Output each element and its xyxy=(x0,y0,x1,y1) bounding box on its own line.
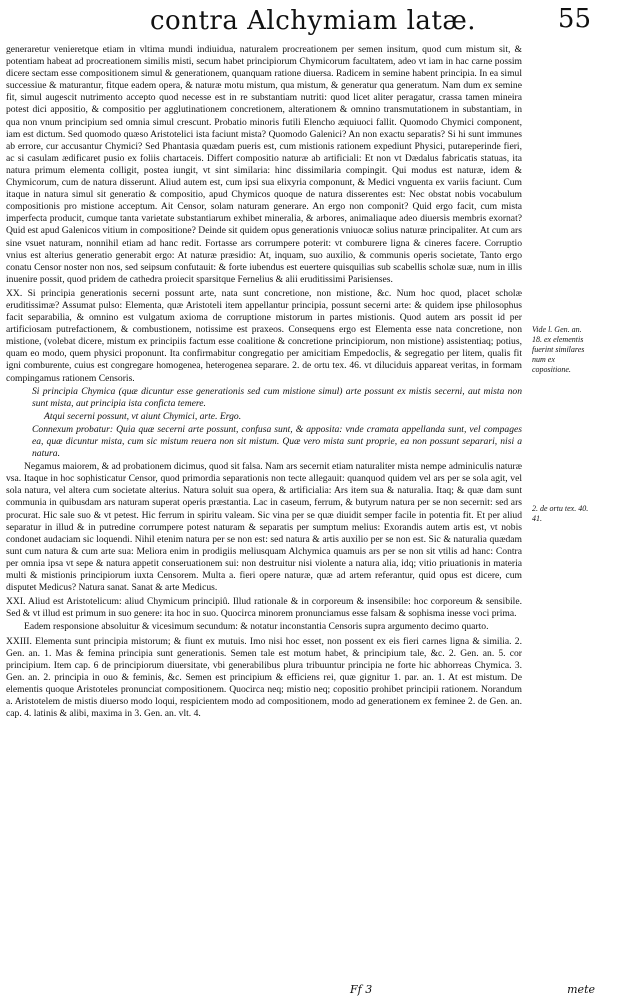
syllogism-major: Si principia Chymica (quæ dicuntur esse generationis sed cum mistione simul) arte possunt ex mistis secerni, aut mista non sunt mista, aut principia ista conficta temere. xyxy=(32,385,522,409)
paragraph: Negamus maiorem, & ad probationem dicimus, quod sit falsa. Nam ars secernit etiam naturaliter mista nempe adminiculis naturæ vsa. Itaque in hoc sophisticatur Censor, quod primordia separationis non tecte allegauit: quanquod quidem vel ars per se sola agit, vel sola natura, vel altera cum societate alterius. Natura soluit sua opera, & artificialia: Ars item sua & naturalia. Itaq; & quæ dam sunt communia in quibusdam ars naturam superat operis præstantia. Lac in caseum, ferrum, & butyrum natura per se non secernit: sed ars procurat. Hic sale suo & vt petest. Hic ferrum in spiritu valeam. Sic vina per se quæ diuidit semper facile in potentia fit. Et per aliud separatur in illud & in putredine corrumpere potest naturam & separatis per sumptum melius: Exorandis autem artis est, vt nobis condonet audaciam sic loquendi. Nihil etenim natura per se non est: sed natura & artis auxilio per se non est. Sic & naturalia quædam sunt cum natura & cum arte sua: Meliora enim in prodigiis meliusquam Alchymica quamuis ars per se non sit vtilis ad hanc: Contra per omnia ipsa vt sepe & natura appetit conseruationem sui: non destruitur nisi violente a natura alia, idq; vitio priuationis in materia multi & mistionis principiorum iuxta Censorem. Multa a. fieri opere naturæ, quæ ad artem referantur, quid opus est dicere, cum disputet Medicus? Natura sanat. Sanat & arte Medicus. xyxy=(6,461,522,594)
page-number: 55 xyxy=(557,4,591,34)
main-text xyxy=(6,44,522,721)
paragraph: Eadem responsione absoluitur & vicesimum secundum: & notatur inconstantia Censoris supra argumento decimo quarto. xyxy=(24,621,489,633)
section-xxi: XXI. Aliud est Aristotelicum: aliud Chymicum principiû. Illud rationale & in corporeum & insensibile: hoc corporeum & sensibile. Sed & vt illud est primum in suo genere: ita hoc in suo. Quocirca minorem pronunciamus esse falsam & sophisma inesse voci prima. xyxy=(6,596,522,620)
catchword: mete xyxy=(567,983,595,996)
section-xx: XX. Si principia generationis secerni possunt arte, nata sunt concretione, non mistione, &c. Num hoc quod, placet scholæ eruditissimæ? Assumat pulso: Elementa, quæ Aristoteli item appellantur principia, possunt secerni arte: & quidem ipse philosophus facit separabilia, & omnino est vulgatum axioma de corruptione mistorum in partes mistionis. Quod autem ars possit id per artificiosam putrefactionem, & combustionem, notissime est praxeos. Consequens ergo est Elementa esse nata concretione, non mistione, (volebat dicere, mistum ex principiis factum esse coalitione & concretione principiorum, non mistione) assistentiaq; potius, quam eo modo, quem physici proponunt. Ita confirmabitur congregatio per amicitiam Empedoclis, & segregatio per litem, qualis fit igni comburente, cuius est congregare homogenea, heterogenea separare. 2. de ortu tex. 46. vt diluciduis appareat veritas, in formam compingamus rationem Censoris. xyxy=(6,287,522,384)
section-xxiii: XXIII. Elementa sunt principia mistorum; & fiunt ex mutuis. Imo nisi hoc esset, non possent ex eis fieri carnes ligna & similia. 2. Gen. an. 1. Mas & femina principia sunt generationis. Semen tale est motum habet, & principium tale, &c. 2. Gen. an. 5. cor principium. Item cap. 6 de principiorum diuersitate, vbi generabilibus plura tribuuntur principia ne forte hic abhorreas Chymica. 3. Gen. an. 2. principia in ouo & feminis, &c. Semen est principium & efficiens rei, quæ gignitur 1. par. an. 1. At est mistum. De elementis quoque Aristoteles pronunciat compositionem. Quocirca neq; mistio neq; copositio prohibet principii rationem. Norandum a. Aristotelem de mistis diuerso modo loqui, respicientem modo ad compositionem, modo ad generationem ex feminee 2. de Gen. an. cap. 4. latinis & alibi, maxima in 3. Gen. an. vlt. 4. xyxy=(6,635,522,720)
paragraph: generaretur venieretque etiam in vltima mundi indiuidua, naturalem procreationem per semen insitum, quod cum mistum sit, & potentiam habeat ad procreationem similis misti, secum habet principiorum Chymicorum facultatem, adeo vt iam in hac carne possim dicere sectam esse compositionem simul & generationem, quanquam ratione diuersa. Radicem in semine habent principia. In ea simul successiue & maturantur, fitque eadem opera, & naturæ motu mistum, qua mistum, & generatur qua generatum. Nam dum ex semine fit, simul augescit nutrimento accepto quod necesse est in re substantiam nutriti: quod licet aliter peragatur, crassa tamen mineira potest dici appositio, & compositio per agglutinationem concretionem, alterationem & omnino transmutationem in substantiam, in qua non vnum principium sed omnia simul crescunt. Probatio minoris futili Elencho æquiuoci fallit. Quomodo Chymici component, iam est dictum. Sed quomodo quæso Aristotelici ista faciunt mista? Quomodo Galenici? An non exactu separatis? Si hi sunt immunes ab errore, cur accusantur Chymici? Sed Phantasia quædam pueris est, cum mistionis rationem expediunt Physici, putareperinde fieri, ac si casulam ædificaret pusio ex foliis chartaceis. Differt compositio naturæ ab artificiali: Et non vt Dædalus fabricatis statuas, ita natura primum elementa colligit, postea iungit, vt sint similaria: hinc dissimilaria compingit. Qui modus est naturæ, idem & Chymicorum, cum de natura disserunt. Aliud autem est, cum ipsi sua elixyria componunt, & Medici vnguenta ex variis faciunt. Cum itaque in natura simul sit generatio & compositio, apud Chymicos quoque de natura disserentes est: Nec obstat nobis vocabulum compositionis pro mistione acceptum. Ait Censor, solam naturam generare. An ergo non componit? Quid ergo facit, cum mista imperfecta producit, cumque tanta varietate substantiarum exhibet mineralia, & arbores, animaliaque adeo diuersis membris exornat? Quid est apud Galenicos vitium in compositione? Deinde sit quidem opus generationis vniuocæ solius naturæ principaliter. At cum ars sine vsuet naturam, nonnihil etiam ad hanc redit. Fortasse ars corrumpere poterit: vt comburere ligna & cineres facere. Corruptio vnius est alterius generatio generabit ergo: At naturæ præsidio: At, inquam, suo auxilio, & communis operis societate, Tanto ergo conatu Censor noster non nos, sed seipsum confutauit: & forte iubendus est euertere quisquilias sub scabellis scholæ suæ, num in illis inuenire possit, quod pridem de cathedra proiecit sparsitque Fernelius & alii eruditissimi Parisienses. xyxy=(6,44,522,285)
running-title: contra Alchymiam latæ. xyxy=(150,6,477,36)
margin-note: 2. de ortu tex. 40. 41. xyxy=(532,504,589,523)
margin-note: Vide l. Gen. an. 18. ex elementis fuerint similares num ex copositione. xyxy=(532,325,585,374)
syllogism-proof: Connexum probatur: Quia quæ secerni arte possunt, confusa sunt, & apposita: vnde cramata appellanda sunt, vel compages ea, quæ dicuntur mista, cum sic mistum reuera non sit mistum. Quæ vero mista sunt proprie, ea non possunt separari, nisi a natura. xyxy=(32,423,522,460)
syllogism-minor: Atqui secerni possunt, vt aiunt Chymici, arte. Ergo. xyxy=(44,410,242,422)
signature-mark: Ff 3 xyxy=(350,983,373,996)
